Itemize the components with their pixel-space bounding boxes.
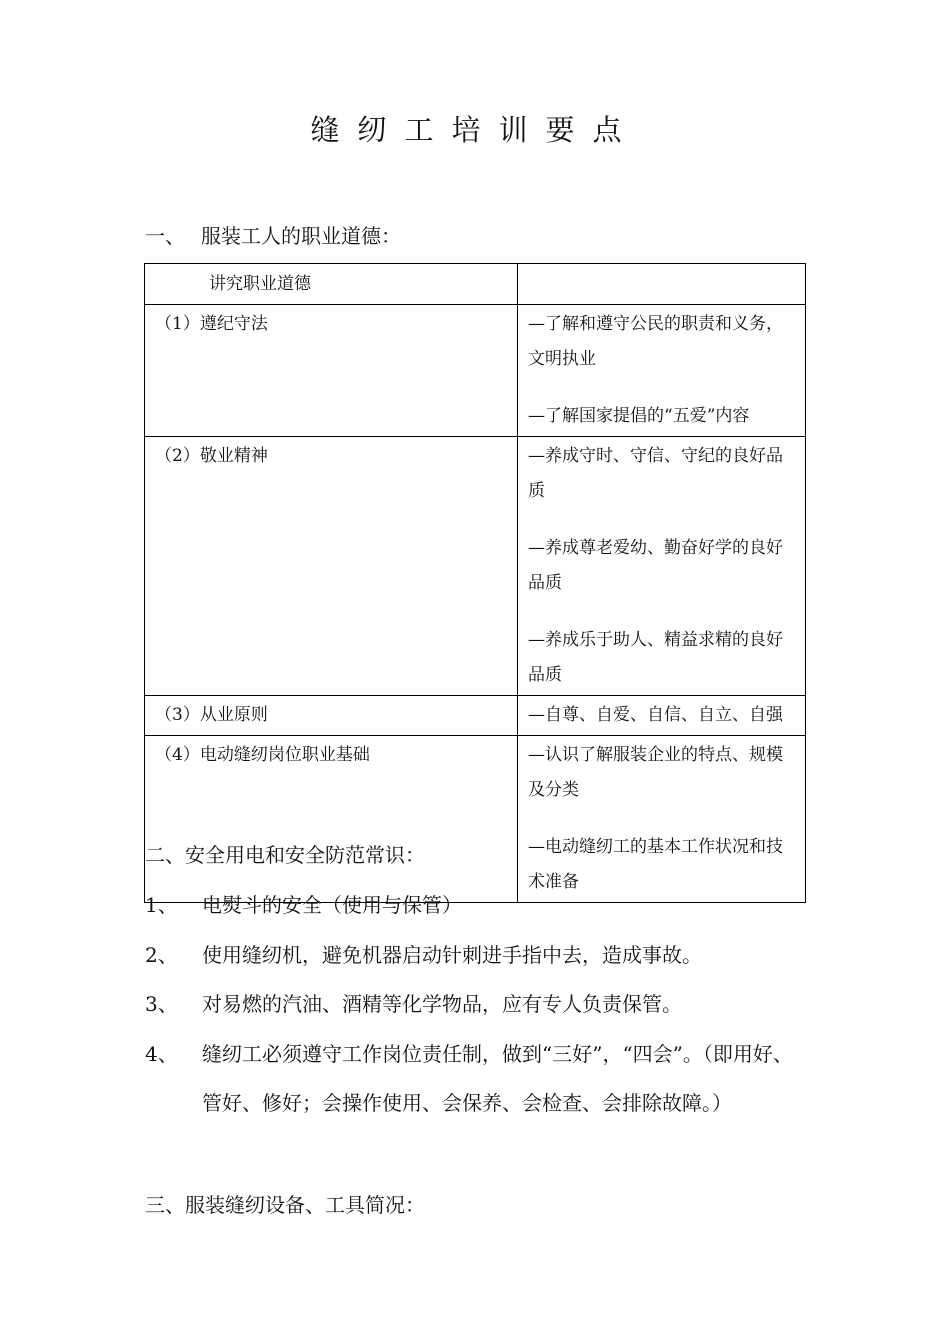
table-row-label: （3）从业原则 [145, 696, 518, 736]
list-item [145, 980, 810, 1029]
table-row-details [518, 696, 806, 736]
detail-item: —养成尊老爱幼、勤奋好学的良好品质 [528, 538, 783, 593]
list-item-text: 对易燃的汽油、酒精等化学物品，应有专人负责保管。 [202, 992, 682, 1016]
section-one-title: 服装工人的职业道德： [201, 224, 401, 248]
list-item-text: 电熨斗的安全（使用与保管） [202, 893, 462, 917]
list-item [145, 931, 810, 980]
ethics-table [144, 263, 806, 903]
list-item-text: 缝纫工必须遵守工作岗位责任制，做到“三好”，“四会”。（即用好、管好、修好；会操作使用、会保养、会检查、会排除故障。） [202, 1042, 793, 1115]
detail-item: —电动缝纫工的基本工作状况和技术准备 [528, 837, 783, 892]
table-row [145, 305, 806, 437]
table-row-details [518, 437, 806, 696]
section-two-heading: 二、安全用电和安全防范常识： [145, 843, 425, 867]
list-item [145, 881, 810, 930]
table-row [145, 736, 806, 903]
section-one-heading [145, 221, 401, 251]
table-row-label: （2）敬业精神 [145, 437, 518, 696]
detail-item: —养成守时、守信、守纪的良好品质 [528, 446, 783, 501]
table-header-cell: 讲究职业道德 [145, 264, 518, 305]
table-header-empty-cell [518, 264, 806, 305]
detail-item: —了解和遵守公民的职责和义务，文明执业 [528, 314, 783, 369]
table-row-label: （4）电动缝纫岗位职业基础 [145, 736, 518, 903]
table-row-label: （1）遵纪守法 [145, 305, 518, 437]
table-row [145, 437, 806, 696]
list-item-number: 1、 [145, 893, 178, 917]
detail-item: —自尊、自爱、自信、自立、自强 [528, 705, 783, 725]
table-header-row [145, 264, 806, 305]
page-title: 缝纫工培训要点 [310, 113, 640, 147]
table-row-details [518, 736, 806, 903]
section-one-number: 一、 [145, 224, 185, 248]
detail-item: —了解国家提倡的“五爱”内容 [528, 406, 750, 426]
list-item-text: 使用缝纫机，避免机器启动针刺进手指中去，造成事故。 [202, 943, 702, 967]
detail-item: —认识了解服装企业的特点、规模及分类 [528, 745, 783, 800]
list-item-number: 2、 [145, 943, 178, 967]
table-row-details [518, 305, 806, 437]
detail-item: —养成乐于助人、精益求精的良好品质 [528, 630, 783, 685]
section-three-heading: 三、服装缝纫设备、工具简况： [145, 1193, 425, 1217]
list-item [145, 1030, 810, 1128]
list-item-number: 3、 [145, 992, 178, 1016]
table-row [145, 696, 806, 736]
list-item-number: 4、 [145, 1042, 178, 1066]
